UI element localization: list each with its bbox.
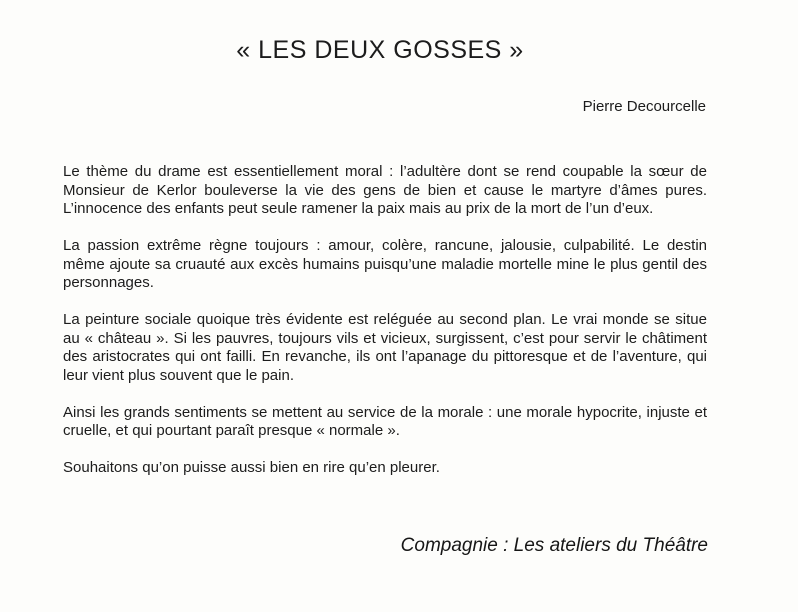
company-signature: Compagnie : Les ateliers du Théâtre [400,535,708,556]
document-title: « LES DEUX GOSSES » [236,36,524,64]
document-body [63,163,707,478]
author-name: Pierre Decourcelle [582,98,706,115]
paragraph-sentiments: Ainsi les grands sentiments se mettent au service de la morale : une morale hypocrite, injuste et cruelle, et qui pourtant paraît presque « normale ». [63,403,707,439]
paragraph-theme: Le thème du drame est essentiellement moral : l’adultère dont se rend coupable la sœur de Monsieur de Kerlor bouleverse la vie des gens de bien et cause le martyre d’âmes pures. L’innocence des enfants peut seule ramener la paix mais au prix de la mort de l’un d’eux. [63,163,707,217]
paragraph-social: La peinture sociale quoique très évidente est reléguée au second plan. Le vrai monde se situe au « château ». Si les pauvres, toujours vils et vicieux, surgissent, c’est pour servir le châtiment des aristocrates qui ont failli. En revanche, ils ont l’apanage du pittoresque et de l’aventure, qui leur vient plus souvent que le pain. [63,311,707,384]
paragraph-passion: La passion extrême règne toujours : amour, colère, rancune, jalousie, culpabilité. Le destin même ajoute sa cruauté aux excès humains puisqu’une maladie mortelle mine le plus gentil des personnages. [63,237,707,291]
paragraph-closing: Souhaitons qu’on puisse aussi bien en rire qu’en pleurer. [63,459,440,476]
